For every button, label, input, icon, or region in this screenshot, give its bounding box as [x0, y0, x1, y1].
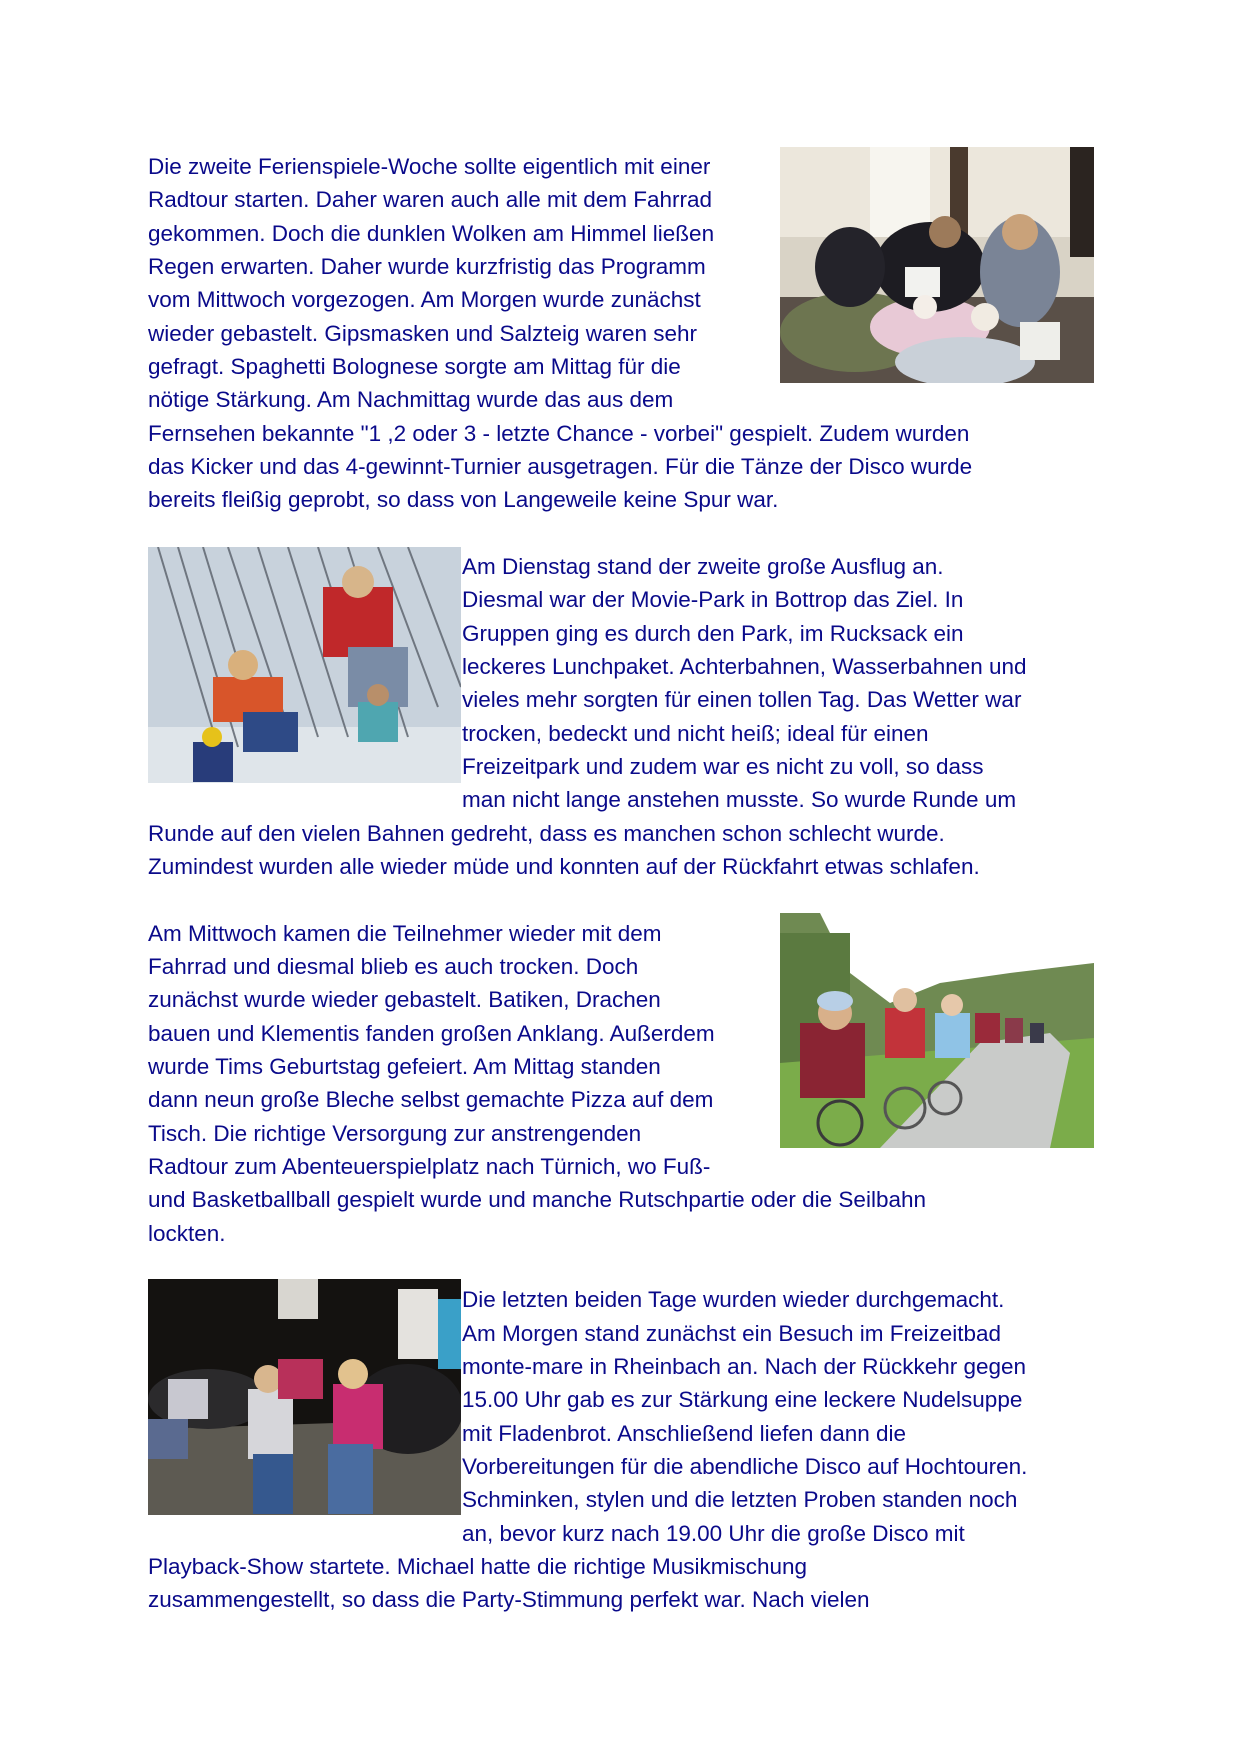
text-line: Fernsehen bekannte "1 ,2 oder 3 - letzte Chance - vorbei" gespielt. Zudem wurden: [148, 421, 970, 446]
text-line: Fahrrad und diesmal blieb es auch trocken. Doch: [148, 954, 639, 979]
text-line: Tisch. Die richtige Versorgung zur anstrengenden: [148, 1121, 642, 1146]
text-line: Am Morgen stand zunächst ein Besuch im Freizeitbad: [462, 1321, 1002, 1346]
text-line: Regen erwarten. Daher wurde kurzfristig das Programm: [148, 254, 706, 279]
text-line: Gruppen ging es durch den Park, im Rucksack ein: [462, 621, 964, 646]
text-line: lockten.: [148, 1221, 226, 1246]
text-line: nötige Stärkung. Am Nachmittag wurde das aus dem: [148, 387, 674, 412]
text-line: mit Fladenbrot. Anschließend liefen dann die: [462, 1421, 907, 1446]
text-line: wieder gebastelt. Gipsmasken und Salzteig waren sehr: [148, 321, 698, 346]
text-line: zusammengestellt, so dass die Party-Stimmung perfekt war. Nach vielen: [148, 1587, 870, 1612]
text-line: monte-mare in Rheinbach an. Nach der Rückkehr gegen: [462, 1354, 1027, 1379]
text-line: Radtour starten. Daher waren auch alle mit dem Fahrrad: [148, 187, 713, 212]
text-line: an, bevor kurz nach 19.00 Uhr die große Disco mit: [462, 1521, 965, 1546]
text-line: Die letzten beiden Tage wurden wieder durchgemacht.: [462, 1287, 1005, 1312]
photo-bike-tour: [780, 913, 1094, 1148]
text-line: Am Dienstag stand der zweite große Ausflug an.: [462, 554, 944, 579]
text-line: vom Mittwoch vorgezogen. Am Morgen wurde zunächst: [148, 287, 701, 312]
text-line: bereits fleißig geprobt, so dass von Langeweile keine Spur war.: [148, 487, 779, 512]
text-line: zunächst wurde wieder gebastelt. Batiken, Drachen: [148, 987, 661, 1012]
text-line: Diesmal war der Movie-Park in Bottrop das Ziel. In: [462, 587, 964, 612]
photo-chain-swing-ride: [148, 547, 461, 783]
text-line: gefragt. Spaghetti Bolognese sorgte am Mittag für die: [148, 354, 681, 379]
text-line: Die zweite Ferienspiele-Woche sollte eigentlich mit einer: [148, 154, 711, 179]
text-line: bauen und Klementis fanden großen Anklang. Außerdem: [148, 1021, 715, 1046]
text-line: das Kicker und das 4-gewinnt-Turnier ausgetragen. Für die Tänze der Disco wurde: [148, 454, 973, 479]
text-line: Vorbereitungen für die abendliche Disco auf Hochtouren.: [462, 1454, 1028, 1479]
text-line: vieles mehr sorgten für einen tollen Tag. Das Wetter war: [462, 687, 1022, 712]
text-line: Am Mittwoch kamen die Teilnehmer wieder mit dem: [148, 921, 662, 946]
text-line: wurde Tims Geburtstag gefeiert. Am Mittag standen: [148, 1054, 661, 1079]
text-line: Schminken, stylen und die letzten Proben standen noch: [462, 1487, 1018, 1512]
text-line: Freizeitpark und zudem war es nicht zu voll, so dass: [462, 754, 984, 779]
text-line: Zumindest wurden alle wieder müde und konnten auf der Rückfahrt etwas schlafen.: [148, 854, 980, 879]
text-line: trocken, bedeckt und nicht heiß; ideal für einen: [462, 721, 929, 746]
text-line: leckeres Lunchpaket. Achterbahnen, Wasserbahnen und: [462, 654, 1027, 679]
text-line: man nicht lange anstehen musste. So wurde Runde um: [462, 787, 1017, 812]
text-line: 15.00 Uhr gab es zur Stärkung eine leckere Nudelsuppe: [462, 1387, 1023, 1412]
text-line: Runde auf den vielen Bahnen gedreht, dass es manchen schon schlecht wurde.: [148, 821, 945, 846]
photo-crafting-plaster-masks: [780, 147, 1094, 383]
text-line: und Basketballball gespielt wurde und manche Rutschpartie oder die Seilbahn: [148, 1187, 926, 1212]
photo-disco-dance: [148, 1279, 461, 1515]
text-line: Playback-Show startete. Michael hatte die richtige Musikmischung: [148, 1554, 808, 1579]
text-line: dann neun große Bleche selbst gemachte Pizza auf dem: [148, 1087, 714, 1112]
text-line: gekommen. Doch die dunklen Wolken am Himmel ließen: [148, 221, 715, 246]
text-line: Radtour zum Abenteuerspielplatz nach Türnich, wo Fuß-: [148, 1154, 711, 1179]
